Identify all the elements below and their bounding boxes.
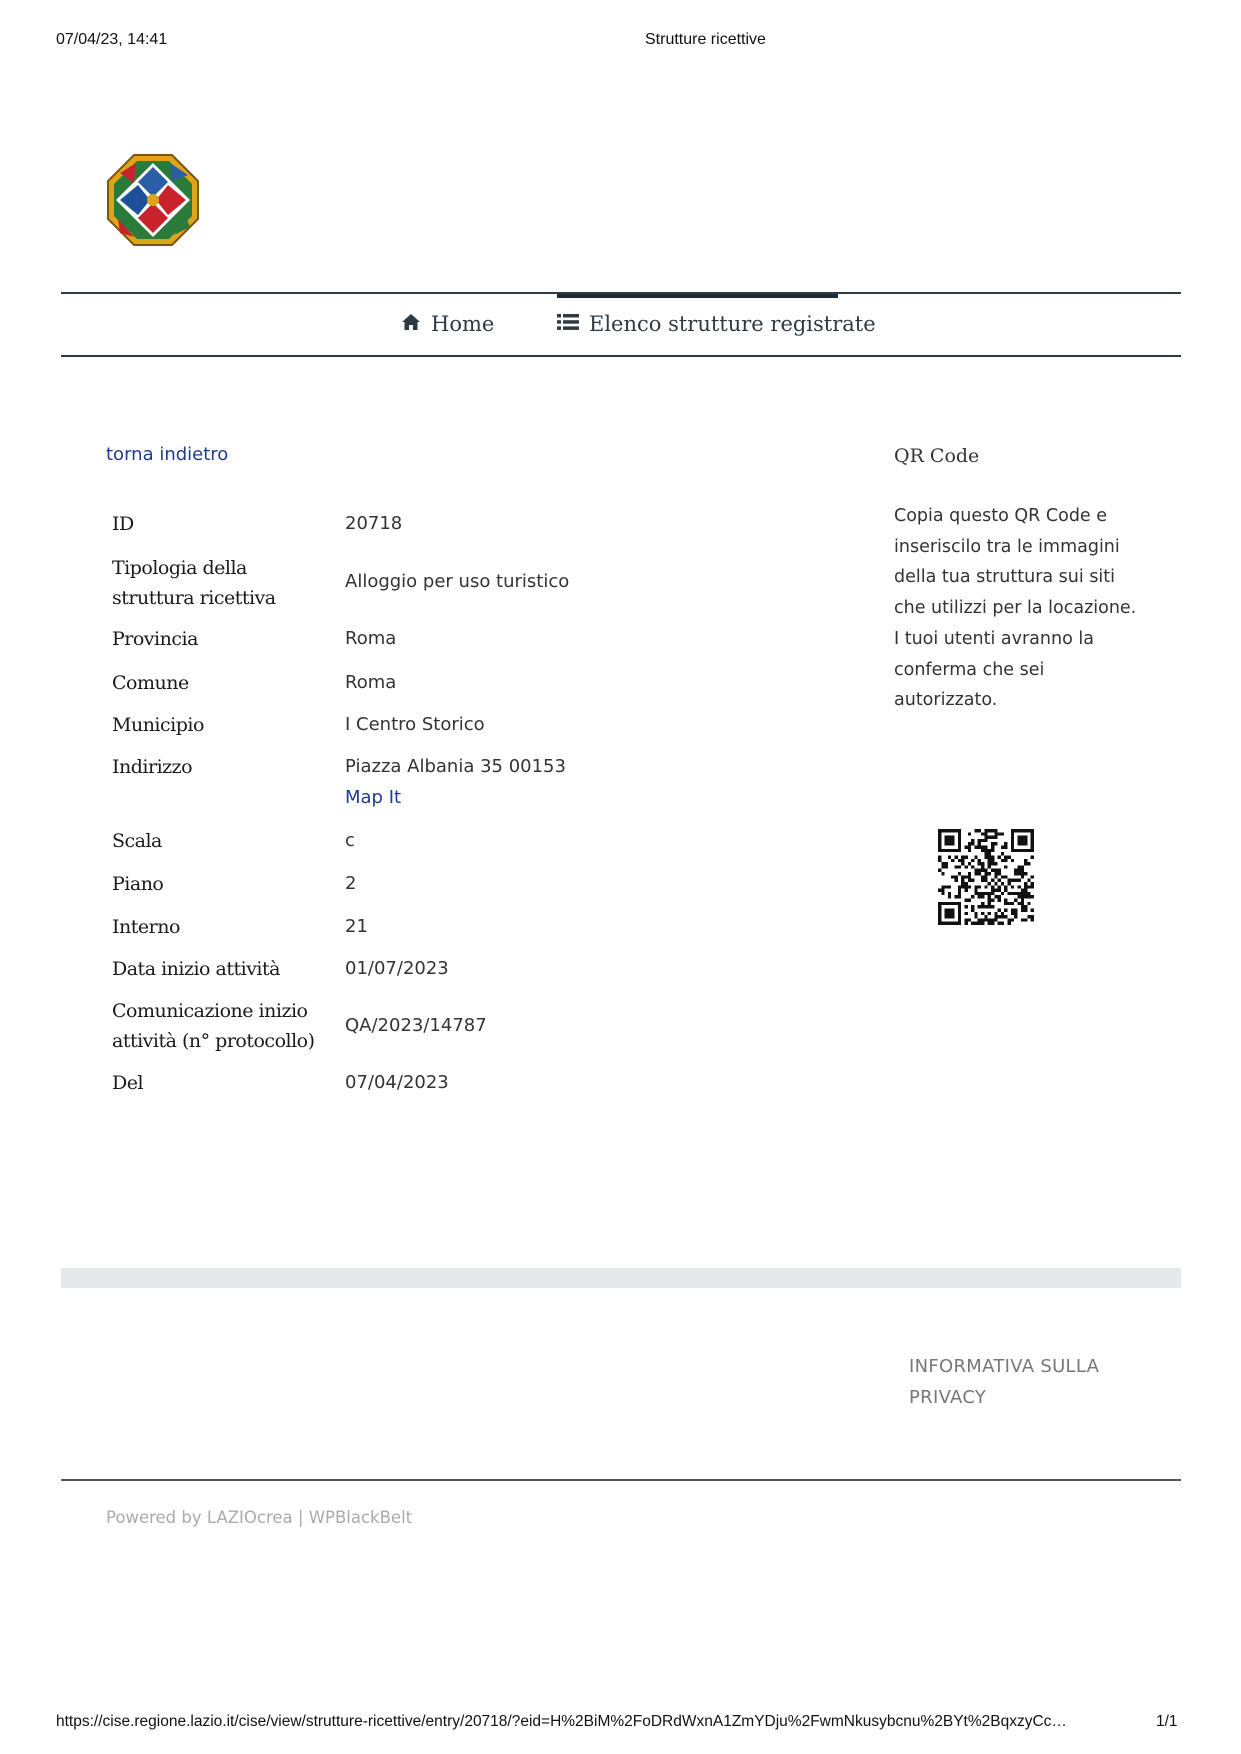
list-icon <box>557 312 579 336</box>
nav-home[interactable] <box>401 312 494 336</box>
detail-label-municipio: Municipio <box>112 714 204 736</box>
nav-home-label: Home <box>431 312 495 336</box>
back-link[interactable]: torna indietro <box>106 444 229 465</box>
footer-divider <box>61 1479 1181 1481</box>
detail-value-del: 07/04/2023 <box>345 1072 449 1093</box>
detail-value-piano: 2 <box>345 873 357 894</box>
print-page-title: Strutture ricettive <box>645 31 766 48</box>
detail-value-interno: 21 <box>345 916 368 937</box>
privacy-link[interactable]: INFORMATIVA SULLA PRIVACY <box>909 1356 1100 1408</box>
detail-value-comune: Roma <box>345 672 397 693</box>
detail-label-scala: Scala <box>112 830 162 852</box>
detail-value-type: Alloggio per uso turistico <box>345 571 570 592</box>
qr-title: QR Code <box>894 445 980 467</box>
qr-code-image <box>938 829 1034 925</box>
detail-value-start-date: 01/07/2023 <box>345 958 449 979</box>
home-icon <box>401 312 421 336</box>
detail-label-province: Provincia <box>112 628 198 650</box>
detail-label-interno: Interno <box>112 916 180 938</box>
region-logo[interactable] <box>106 153 200 247</box>
detail-value-id: 20718 <box>345 513 403 534</box>
nav-structures-label: Elenco strutture registrate <box>589 312 876 336</box>
detail-label-id: ID <box>112 513 134 535</box>
footer-band <box>61 1268 1181 1288</box>
nav-top-border <box>61 292 1181 294</box>
detail-label-type: Tipologia della struttura ricettiva <box>112 557 276 609</box>
nav-structures-list[interactable] <box>557 312 876 336</box>
qr-description: Copia questo QR Code e inseriscilo tra le immagini della tua struttura sui siti che utilizzi per la locazione. I tuoi utenti avranno la conferma che sei autorizzato. <box>894 506 1137 711</box>
detail-value-province: Roma <box>345 628 397 649</box>
detail-label-piano: Piano <box>112 873 164 895</box>
detail-value-scala: c <box>345 830 355 851</box>
nav-bottom-border <box>61 355 1181 357</box>
print-page-number: 1/1 <box>1156 1713 1178 1730</box>
detail-label-protocol: Comunicazione inizio attività (n° protocollo) <box>112 1000 315 1052</box>
detail-value-municipio: I Centro Storico <box>345 714 485 735</box>
map-it-link[interactable]: Map It <box>345 787 402 808</box>
detail-value-address: Piazza Albania 35 00153 <box>345 756 566 777</box>
powered-by: Powered by LAZIOcrea | WPBlackBelt <box>106 1508 413 1527</box>
detail-label-del: Del <box>112 1072 144 1094</box>
detail-label-comune: Comune <box>112 672 189 694</box>
detail-value-protocol: QA/2023/14787 <box>345 1015 487 1036</box>
detail-label-address: Indirizzo <box>112 756 193 778</box>
print-datetime: 07/04/23, 14:41 <box>56 31 168 48</box>
detail-label-start-date: Data inizio attività <box>112 958 280 980</box>
print-url: https://cise.regione.lazio.it/cise/view/strutture-ricettive/entry/20718/?eid=H%2BiM%2FoDRdWxnA1ZmYDju%2FwmNkusybcnu%2BYt%2BqxzyCc… <box>56 1713 1067 1730</box>
